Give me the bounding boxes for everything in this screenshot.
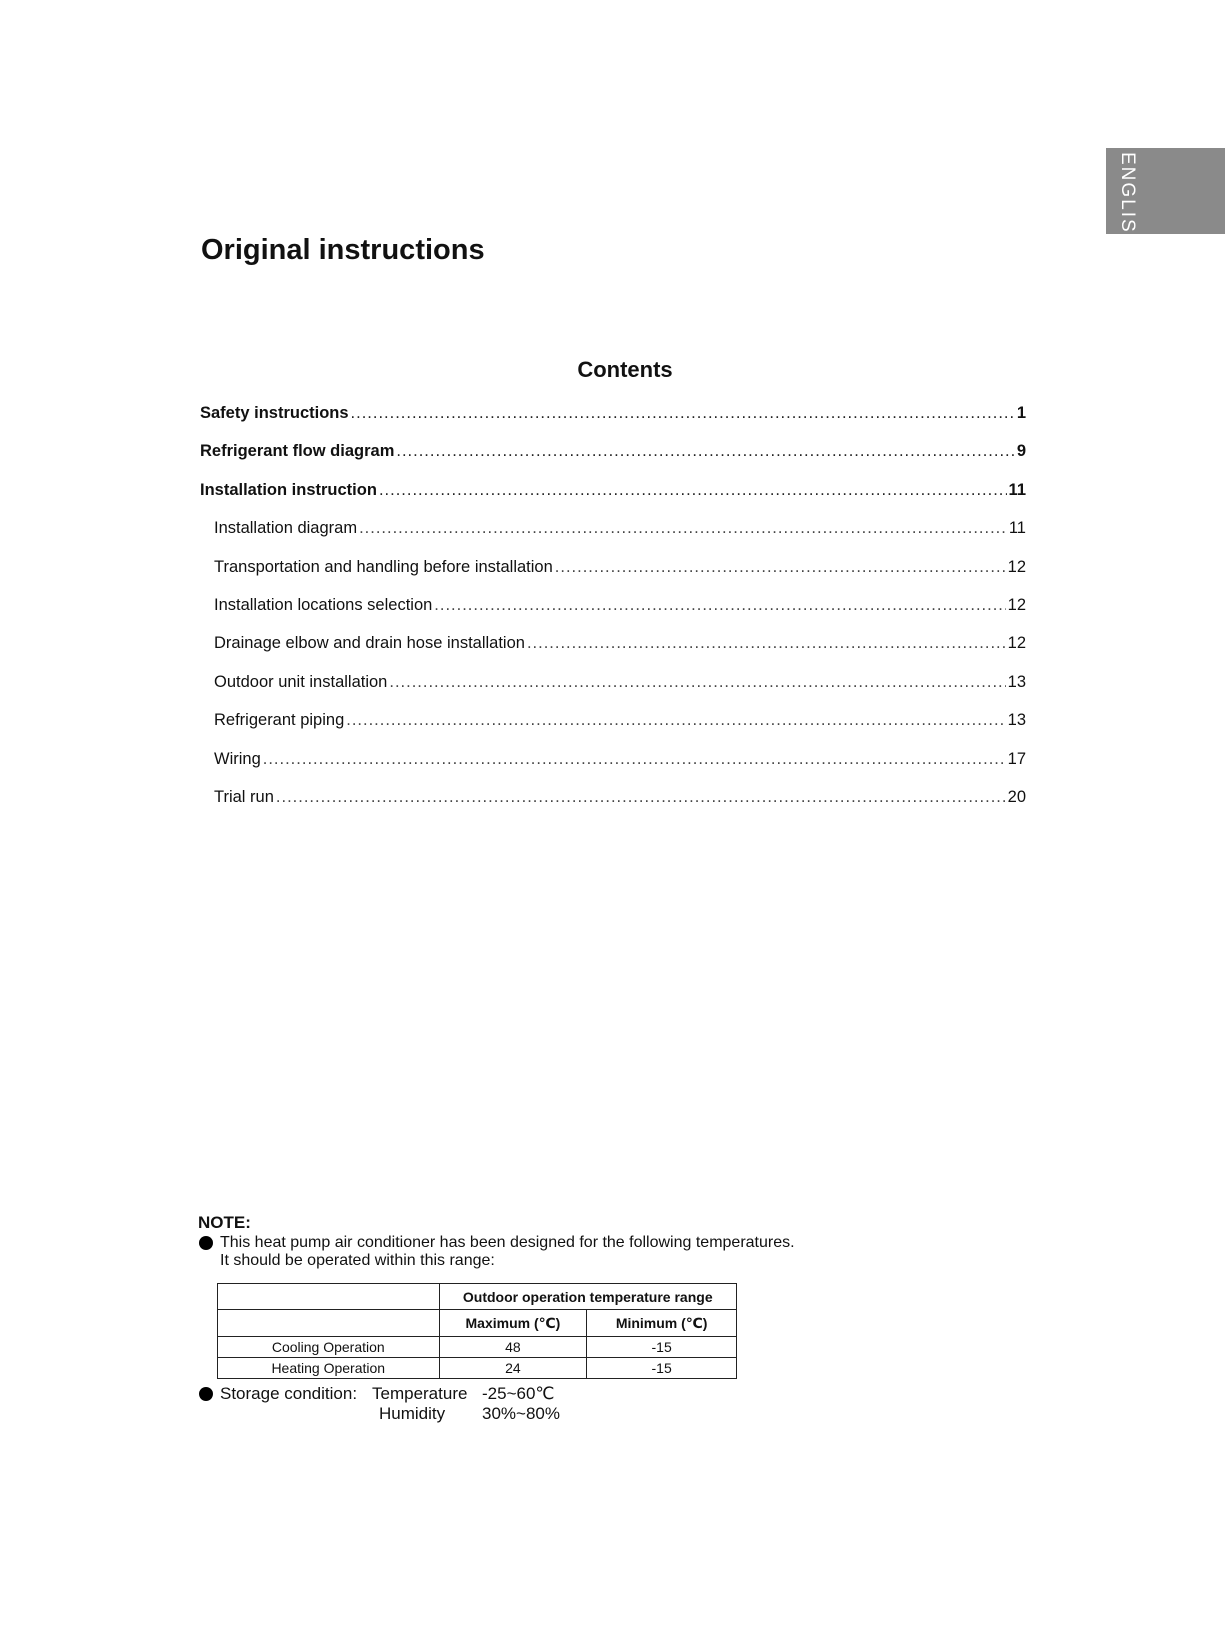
toc-entry-page: 12 xyxy=(1007,595,1026,614)
toc-entry-page: 9 xyxy=(1016,442,1026,461)
toc-entry-label: Installation instruction xyxy=(200,480,377,499)
table-cell-max: 24 xyxy=(439,1358,587,1379)
table-cell-min: -15 xyxy=(587,1337,737,1358)
toc-entry-installation-diagram[interactable] xyxy=(200,516,1026,554)
toc-entry-page: 20 xyxy=(1007,787,1026,806)
note-text xyxy=(198,1234,1098,1270)
bullet-icon xyxy=(199,1236,213,1250)
toc-entry-page: 12 xyxy=(1007,557,1026,576)
toc-leader-dots xyxy=(434,593,1005,617)
toc-entry-safety-instructions[interactable] xyxy=(200,401,1026,439)
toc-entry-label: Installation diagram xyxy=(214,519,358,538)
table-group-header: Outdoor operation temperature range xyxy=(439,1284,736,1310)
toc-entry-drainage-elbow[interactable] xyxy=(200,631,1026,669)
table-cell-min: -15 xyxy=(587,1358,737,1379)
toc-entry-page: 11 xyxy=(1008,519,1026,538)
toc-entry-label: Trial run xyxy=(214,787,274,806)
table-empty-cell xyxy=(218,1284,440,1310)
toc-entry-page: 11 xyxy=(1008,480,1026,499)
table-col-max: Maximum (℃) xyxy=(439,1310,587,1337)
table-row xyxy=(218,1337,737,1358)
bullet-icon xyxy=(199,1387,213,1401)
table-empty-cell xyxy=(218,1310,440,1337)
toc-leader-dots xyxy=(396,439,1014,463)
storage-humidity-value: 30%~80% xyxy=(482,1404,560,1423)
language-tab-label: ENGLISH xyxy=(1117,152,1138,250)
toc-leader-dots xyxy=(346,708,1005,732)
storage-temperature-label: Temperature xyxy=(372,1384,468,1403)
toc-entry-installation-instruction[interactable] xyxy=(200,478,1026,516)
table-row xyxy=(218,1358,737,1379)
toc-entry-trial-run[interactable] xyxy=(200,785,1026,823)
toc-entry-page: 13 xyxy=(1007,672,1026,691)
storage-temperature-value: -25~60℃ xyxy=(482,1384,555,1403)
note-label: NOTE: xyxy=(198,1213,251,1232)
storage-label: Storage condition: xyxy=(220,1384,358,1403)
toc-entry-label: Refrigerant flow diagram xyxy=(200,442,395,461)
toc-entry-page: 1 xyxy=(1016,404,1026,422)
toc-leader-dots xyxy=(351,401,1015,425)
table-of-contents xyxy=(200,401,1026,823)
table-row-label: Heating Operation xyxy=(218,1358,440,1379)
toc-entry-page: 12 xyxy=(1007,634,1026,653)
table-row-label: Cooling Operation xyxy=(218,1337,440,1358)
toc-entry-label: Transportation and handling before installation xyxy=(214,557,553,576)
toc-entry-page: 17 xyxy=(1007,749,1026,768)
toc-entry-label: Refrigerant piping xyxy=(214,711,345,730)
table-cell-max: 48 xyxy=(439,1337,587,1358)
storage-humidity-label: Humidity xyxy=(379,1404,446,1423)
note-section xyxy=(198,1212,1098,1270)
contents-heading: Contents xyxy=(577,357,673,382)
page-title: Original instructions xyxy=(201,234,485,266)
toc-leader-dots xyxy=(379,478,1007,502)
toc-entry-outdoor-unit-installation[interactable] xyxy=(200,670,1026,708)
toc-entry-installation-locations[interactable] xyxy=(200,593,1026,631)
toc-entry-label: Wiring xyxy=(214,749,261,768)
toc-leader-dots xyxy=(263,747,1006,771)
toc-entry-label: Outdoor unit installation xyxy=(214,672,388,691)
toc-entry-wiring[interactable] xyxy=(200,747,1026,785)
toc-entry-refrigerant-piping[interactable] xyxy=(200,708,1026,746)
temperature-range-table xyxy=(217,1283,737,1379)
language-tab xyxy=(1106,148,1225,250)
toc-leader-dots xyxy=(389,670,1005,694)
note-line-1: This heat pump air conditioner has been designed for the following temperatures. xyxy=(220,1234,795,1251)
toc-leader-dots xyxy=(555,555,1006,579)
table-col-min: Minimum (℃) xyxy=(587,1310,737,1337)
toc-entry-page: 13 xyxy=(1007,711,1026,730)
toc-entry-label: Safety instructions xyxy=(200,404,349,422)
toc-entry-transportation-handling[interactable] xyxy=(200,555,1026,593)
toc-entry-label: Drainage elbow and drain hose installation xyxy=(214,634,525,653)
toc-leader-dots xyxy=(527,631,1006,655)
toc-entry-refrigerant-flow-diagram[interactable] xyxy=(200,439,1026,477)
toc-leader-dots xyxy=(359,516,1007,540)
note-line-2: It should be operated within this range: xyxy=(220,1252,495,1269)
toc-leader-dots xyxy=(276,785,1006,809)
toc-entry-label: Installation locations selection xyxy=(214,595,433,614)
